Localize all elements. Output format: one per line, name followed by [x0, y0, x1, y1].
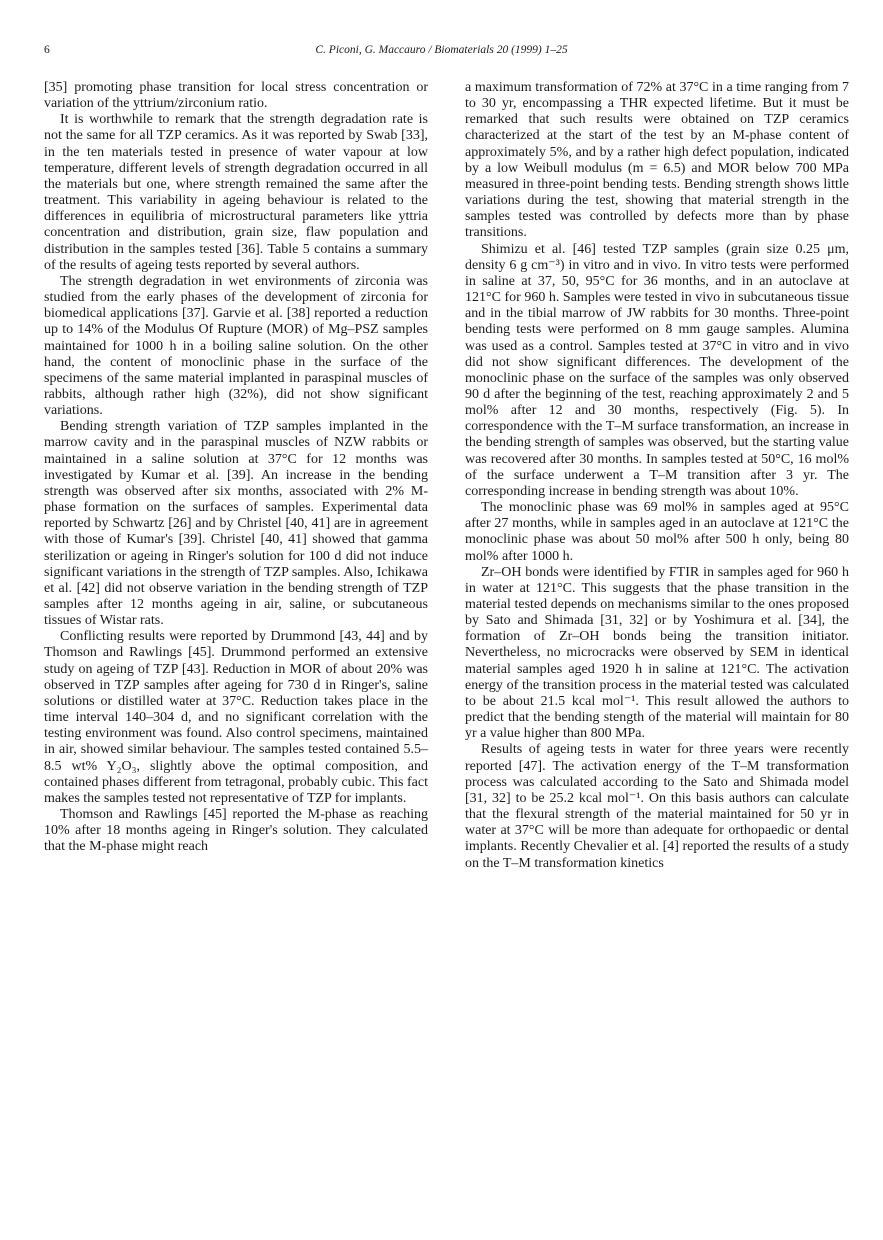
- paragraph: Shimizu et al. [46] tested TZP samples (grain size 0.25 μm, density 6 g cm⁻³) in vitro and in vivo. In vitro tests were performed in saline at 37, 50, 95°C for 36 months, and in an autoclave at 121°C for 960 h. Samples were tested in vivo in subcutaneous tissue and in the tibial marrow of JW rabbits for 30 months. Three-point bending tests were performed on 8 mm gauge samples. Alumina was used as a control. Samples tested at 37°C in vitro and in vivo did not show significant differences. The development of the monoclinic phase on the surface of the samples was only observed 90 d after the beginning of the test, reaching approximately 2 and 5 mol% after 12 and 30 months, respectively (Fig. 5). In correspondence with the T–M surface transformation, an increase in the bending strength of samples was observed, but the starting value was recovered after 30 months. In samples tested at 50°C, 16 mol% of the surface underwent a T–M transition after 3 yr. The corresponding increase in bending strength was about 10%.: [465, 241, 849, 499]
- running-head: [44, 44, 839, 60]
- paragraph: Bending strength variation of TZP samples implanted in the marrow cavity and in the paraspinal muscles of NZW rabbits or maintained in a saline solution at 37°C for 12 months was investigated by Kumar et al. [39]. An increase in the bending strength was observed after six months, associated with 2% M-phase formation on the surfaces of samples. Experimental data reported by Schwartz [26] and by Christel [40, 41] are in agreement with those of Kumar's [39]. Christel [40, 41] showed that gamma sterilization or ageing in Ringer's solution for 100 d did not induce significant variations in the strength of TZP samples. Also, Ichikawa et al. [42] did not observe variation in the bending strength of TZP samples after 12 months ageing in air, saline, or subcutaneous tissues of Wistar rats.: [44, 419, 428, 629]
- right-column: [465, 80, 849, 872]
- paragraph: The strength degradation in wet environments of zirconia was studied from the early phases of the development of zirconia for biomedical applications [37]. Garvie et al. [38] reported a reduction up to 14% of the Modulus Of Rupture (MOR) of Mg–PSZ samples maintained for 1000 h in a boiling saline solution. On the other hand, the content of monoclinic phase in the surface of the specimens of the same material implanted in paraspinal muscles of rabbits, although rather high (32%), did not show significant variations.: [44, 273, 428, 419]
- paragraph: a maximum transformation of 72% at 37°C in a time ranging from 7 to 30 yr, encompassing a THR expected lifetime. But it must be remarked that such results were obtained on TZP ceramics characterized at the start of the test by an M-phase content of approximately 5%, and by a rather high defect population, indicated by a low Weibull modulus (m = 6.5) and MOR below 700 MPa measured in three-point bending tests. Bending strength shows little variations during the test, showing that material strength in the samples tested was controlled by defects more than by phase transitions.: [465, 80, 849, 241]
- paragraph: [35] promoting phase transition for local stress concentration or variation of the yttrium/zirconium ratio.: [44, 80, 428, 112]
- paragraph: The monoclinic phase was 69 mol% in samples aged at 95°C after 27 months, while in samples aged in an autoclave at 121°C the monoclinic phase was about 50 mol% after 500 h only, being 80 mol% after 1000 h.: [465, 500, 849, 564]
- running-title: C. Piconi, G. Maccauro / Biomaterials 20 (1999) 1–25: [315, 44, 568, 56]
- paragraph: Results of ageing tests in water for three years were recently reported [47]. The activation energy of the T–M transformation process was calculated according to the Sato and Shimada model [31, 32] to be 25.2 kcal mol⁻¹. On this basis authors can calculate that the flexural strength of the material maintained for 50 yr in water at 37°C will be more than adequate for orthopaedic or dental implants. Recently Chevalier et al. [4] reported the results of a study on the T–M transformation kinetics: [465, 742, 849, 871]
- paragraph: Conflicting results were reported by Drummond [43, 44] and by Thomson and Rawlings [45]. Drummond performed an extensive study on ageing of TZP [43]. Reduction in MOR of about 20% was observed in TZP samples after ageing for 730 d in Ringer's, saline solutions or distilled water at 37°C. Reduction takes place in the time interval 140–304 d, and no significant correlation with the testing environment was found. Also control specimens, maintained in air, showed similar behaviour. The samples tested contained 5.5–8.5 wt% Y₂O₃, slightly above the optimal composition, and contained phases different from tetragonal, probably cubic. This fact makes the samples tested not representative of TZP for implants.: [44, 629, 428, 806]
- paragraph: Thomson and Rawlings [45] reported the M-phase as reaching 10% after 18 months ageing in Ringer's solution. They calculated that the M-phase might reach: [44, 807, 428, 855]
- page-number: 6: [44, 44, 50, 56]
- paragraph: Zr–OH bonds were identified by FTIR in samples aged for 960 h in water at 121°C. This suggests that the phase transition in the material tested depends on mechanisms similar to the ones proposed by Sato and Shimada [31, 32] or by Yoshimura et al. [34], the formation of Zr–OH bonds being the transition initiator. Nevertheless, no microcracks were observed by SEM in identical material samples aged 1920 h in saline at 121°C. The activation energy of the transition process in the material tested was calculated to be about 21.5 kcal mol⁻¹. This result allowed the authors to predict that the bending stength of the material will maintain for 80 yr a value higher than 800 MPa.: [465, 564, 849, 742]
- left-column: [44, 80, 428, 856]
- paragraph: It is worthwhile to remark that the strength degradation rate is not the same for all TZP ceramics. As it was reported by Swab [33], in the ten materials tested in presence of water vapour at low temperature, different levels of strength degradation occurred in all the materials but one, where strength remained the same after the treatment. This variability in ageing behaviour is related to the differences in equilibria of microstructural parameters like yttria concentration and distribution, grain size, flaw population and distribution in the samples tested [36]. Table 5 contains a summary of the results of ageing tests reported by several authors.: [44, 112, 428, 273]
